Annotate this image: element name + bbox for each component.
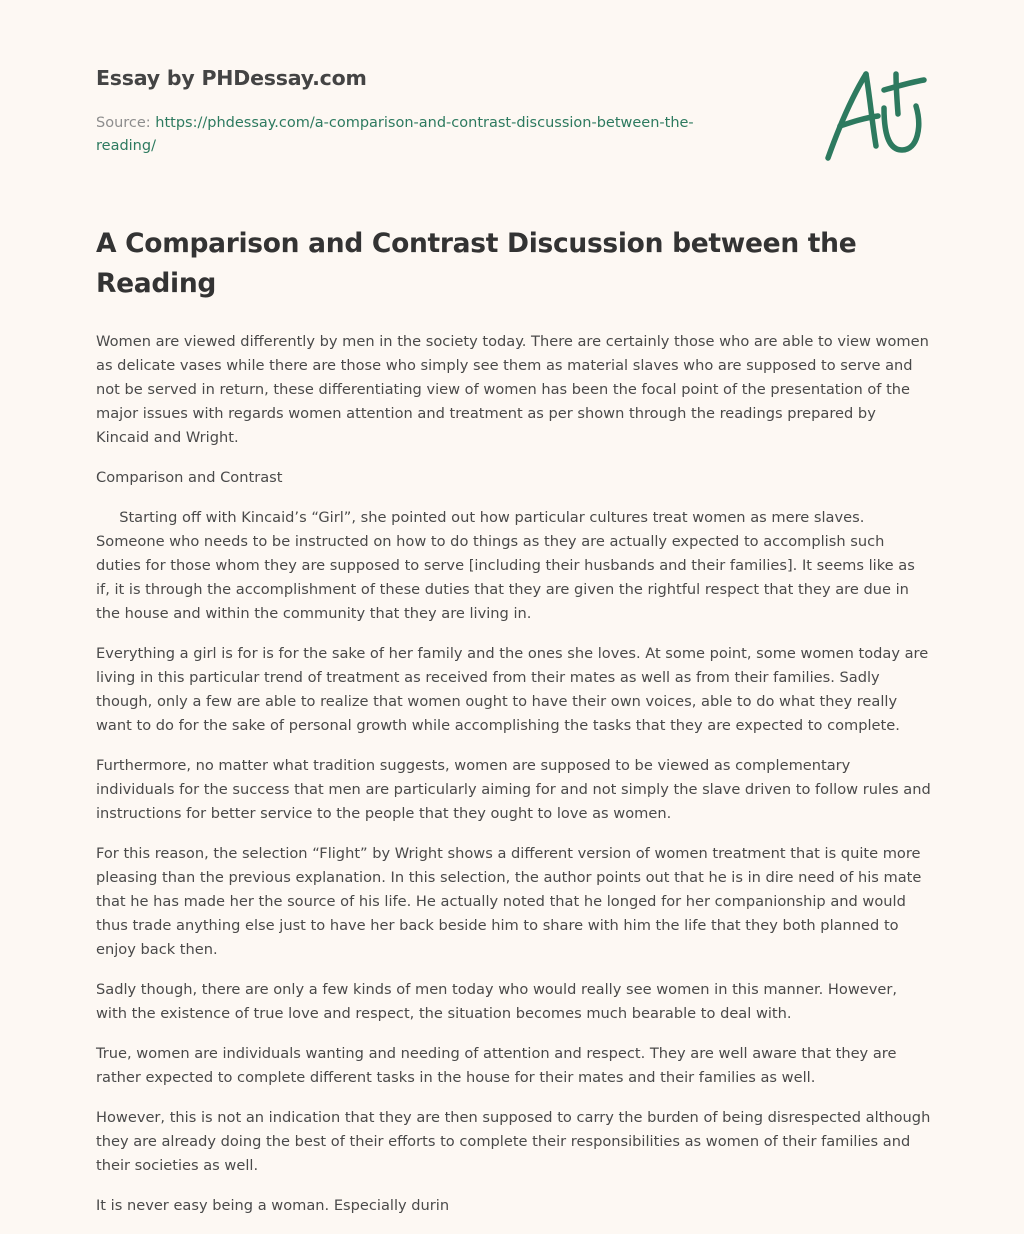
essay-title: A Comparison and Contrast Discussion between the Reading <box>96 228 857 299</box>
source-label: Source: <box>96 115 156 131</box>
page-header <box>96 64 776 158</box>
a-plus-logo-icon <box>818 66 934 168</box>
essay-paragraph: Starting off with Kincaid’s “Girl”, she pointed out how particular cultures treat women as mere slaves. Someone who needs to be instructed on how to do things as they are actually expected to accomplish such duties for those whom they are supposed to serve [including their husbands and their families]. It seems like as if, it is through the accomplishment of these duties that they are given the rightful respect that they are due in the house and within the community that they are living in. <box>96 509 915 622</box>
essay-paragraph: Everything a girl is for is for the sake of her family and the ones she loves. At some point, some women today are living in this particular trend of treatment as received from their mates as well as from their families. Sadly though, only a few are able to realize that women ought to have their own voices, able to do what they really want to do for the sake of personal growth while accomplishing the tasks that they are expected to complete. <box>96 645 929 734</box>
essay-paragraph: It is never easy being a woman. Especially durin <box>96 1197 450 1214</box>
essay-paragraph: True, women are individuals wanting and needing of attention and respect. They are well aware that they are rather expected to complete different tasks in the house for their mates and their families as well. <box>96 1045 897 1086</box>
section-heading: Comparison and Contrast <box>96 469 283 486</box>
essay-paragraph: For this reason, the selection “Flight” by Wright shows a different version of women treatment that is quite more pleasing than the previous explanation. In this selection, the author points out that he is in dire need of his mate that he has made her the source of his life. He actually noted that he longed for her companionship and would thus trade anything else just to have her back beside him to share with him the life that they both planned to enjoy back then. <box>96 845 922 958</box>
essay-paragraph: However, this is not an indication that they are then supposed to carry the burden of being disrespected although they are already doing the best of their efforts to complete their responsibilities as women of their families and their societies as well. <box>96 1109 931 1174</box>
site-title: Essay by PHDessay.com <box>96 66 367 90</box>
essay-paragraph: Women are viewed differently by men in the society today. There are certainly those who are able to view women as delicate vases while there are those who simply see them as material slaves who are supposed to serve and not be served in return, these differentiating view of women has been the focal point of the presentation of the major issues with regards women attention and treatment as per shown through the readings prepared by Kincaid and Wright. <box>96 333 929 446</box>
essay-paragraph: Furthermore, no matter what tradition suggests, women are supposed to be viewed as complementary individuals for the success that men are particularly aiming for and not simply the slave driven to follow rules and instructions for better service to the people that they ought to love as women. <box>96 757 931 822</box>
source-link[interactable]: https://phdessay.com/a-comparison-and-contrast-discussion-between-the-reading/ <box>96 115 694 154</box>
essay-body <box>96 330 932 1218</box>
source-line <box>96 112 736 158</box>
essay-paragraph: Sadly though, there are only a few kinds of men today who would really see women in this manner. However, with the existence of true love and respect, the situation becomes much bearable to deal with. <box>96 981 898 1022</box>
essay-content <box>96 224 932 1234</box>
